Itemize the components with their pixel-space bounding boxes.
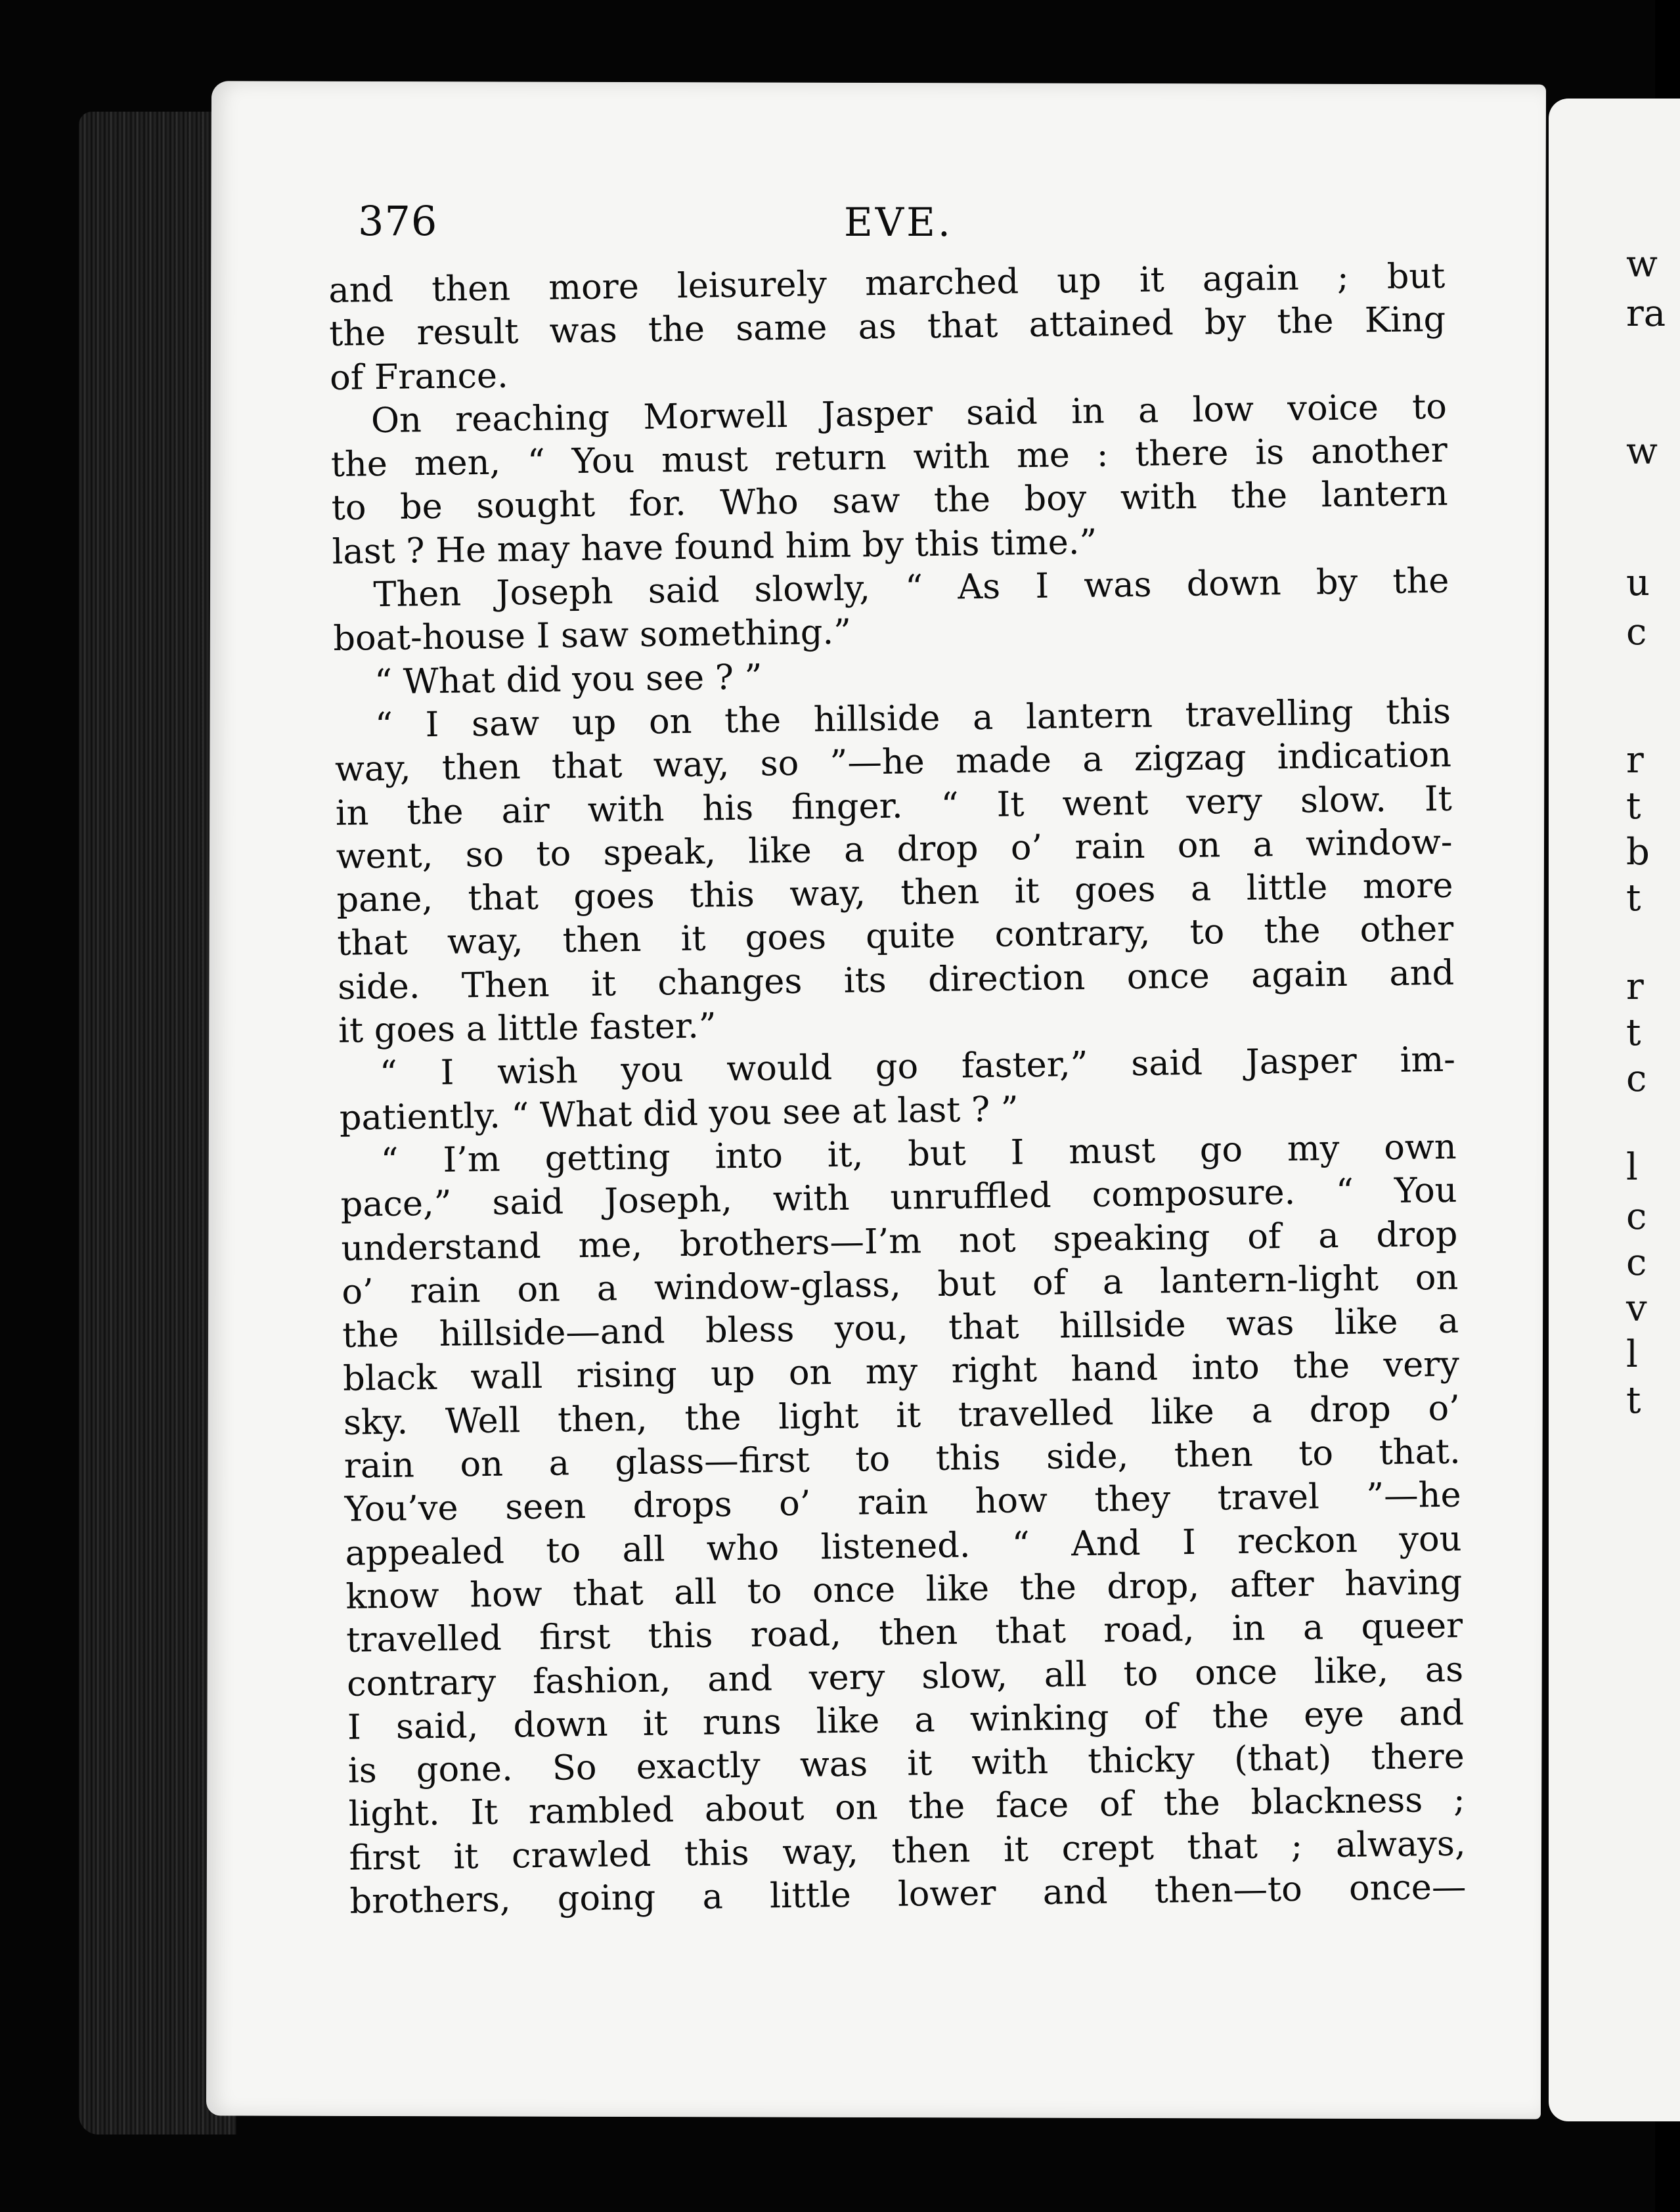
text-line: the result was the same as that attained by the King — [328, 299, 1446, 355]
facing-page-edge — [1549, 99, 1680, 2121]
text-line: in the air with his finger. “ It went very slow. It — [335, 778, 1453, 833]
facing-page-fragment: v — [1626, 1287, 1647, 1330]
text-line: Then Joseph said slowly, “ As I was down by the — [373, 560, 1449, 615]
text-line: pace,” said Joseph, with unruffled composure. “ You — [340, 1170, 1457, 1226]
facing-page-fragment: w — [1626, 430, 1658, 473]
text-line: You’ve seen drops o’ rain how they travel ”—he — [344, 1474, 1461, 1530]
text-line: On reaching Morwell Jasper said in a low voice to — [370, 386, 1448, 441]
facing-page-fragment: l — [1626, 1146, 1638, 1189]
text-line: contrary fashion, and very slow, all to once like, as — [346, 1649, 1464, 1704]
facing-page-fragment: b — [1626, 831, 1650, 874]
text-line: brothers, going a little lower and then—to once— — [349, 1867, 1467, 1922]
facing-page-fragment: w — [1626, 243, 1658, 286]
text-line: “ What did you see ? ” — [374, 657, 763, 702]
text-line: light. It rambled about on the face of the blackness ; — [348, 1779, 1466, 1835]
facing-page-fragment: c — [1626, 1195, 1647, 1238]
running-head — [358, 197, 1438, 256]
facing-page-fragment: u — [1626, 562, 1650, 604]
facing-page-fragment: ra — [1626, 292, 1666, 335]
facing-page-fragment: r — [1626, 739, 1644, 782]
text-line: last ? He may have found him by this time.” — [332, 521, 1097, 572]
text-line: I said, down it runs like a winking of the eye and — [347, 1692, 1465, 1748]
text-line: “ I’m getting into it, but I must go my own — [380, 1126, 1457, 1182]
facing-page-fragment: t — [1626, 1011, 1641, 1054]
text-line: know how that all to once like the drop, after having — [345, 1562, 1463, 1617]
text-line: “ I saw up on the hillside a lantern travelling this — [374, 691, 1451, 746]
text-line: first it crawled this way, then it crept that ; always, — [349, 1823, 1466, 1878]
text-line: of France. — [329, 355, 509, 398]
text-line: is gone. So exactly was it with thicky (that) there — [347, 1736, 1465, 1791]
facing-page-fragment: c — [1626, 1241, 1647, 1284]
text-line: boat-house I saw something.” — [332, 612, 852, 659]
facing-page-fragment: r — [1626, 965, 1644, 1008]
text-line: understand me, brothers—I’m not speaking of a drop — [341, 1214, 1458, 1269]
text-line: the hillside—and bless you, that hillside was like a — [342, 1300, 1459, 1356]
facing-page-fragment: t — [1626, 1379, 1641, 1422]
text-line: patiently. “ What did you see at last ? ” — [339, 1089, 1019, 1138]
facing-page-fragment: c — [1626, 611, 1647, 653]
text-line: that way, then it goes quite contrary, to the other — [337, 909, 1454, 964]
text-line: the men, “ You must return with me : there is another — [330, 430, 1448, 485]
text-line: o’ rain on a window-glass, but of a lantern-light on — [341, 1257, 1459, 1312]
text-line: pane, that goes this way, then it goes a little more — [336, 865, 1453, 921]
page-number: 376 — [358, 197, 438, 245]
body-text — [328, 255, 1467, 1924]
text-line: rain on a glass—first to this side, then to that. — [343, 1431, 1461, 1486]
facing-page-fragment: t — [1626, 785, 1641, 828]
facing-page-fragment: l — [1626, 1333, 1638, 1376]
text-line: side. Then it changes its direction once again and — [337, 952, 1455, 1007]
text-line: “ I wish you would go faster,” said Jasper im- — [379, 1039, 1456, 1094]
text-line: and then more leisurely marched up it again ; but — [328, 255, 1446, 311]
text-line: appealed to all who listened. “ And I reckon you — [345, 1518, 1462, 1574]
running-title: EVE. — [844, 200, 953, 246]
text-line: travelled first this road, then that road, in a queer — [345, 1605, 1463, 1661]
text-line: black wall rising up on my right hand into the very — [342, 1344, 1460, 1400]
text-line: way, then that way, so ”—he made a zigzag indication — [334, 734, 1452, 790]
text-line: it goes a little faster.” — [338, 1006, 717, 1051]
facing-page-fragment: c — [1626, 1057, 1647, 1100]
text-line: went, so to speak, like a drop o’ rain on a window- — [336, 822, 1453, 877]
text-line: to be sought for. Who saw the boy with the lantern — [331, 474, 1449, 529]
text-line: sky. Well then, the light it travelled like a drop o’ — [343, 1388, 1461, 1443]
facing-page-fragment: t — [1626, 877, 1641, 919]
